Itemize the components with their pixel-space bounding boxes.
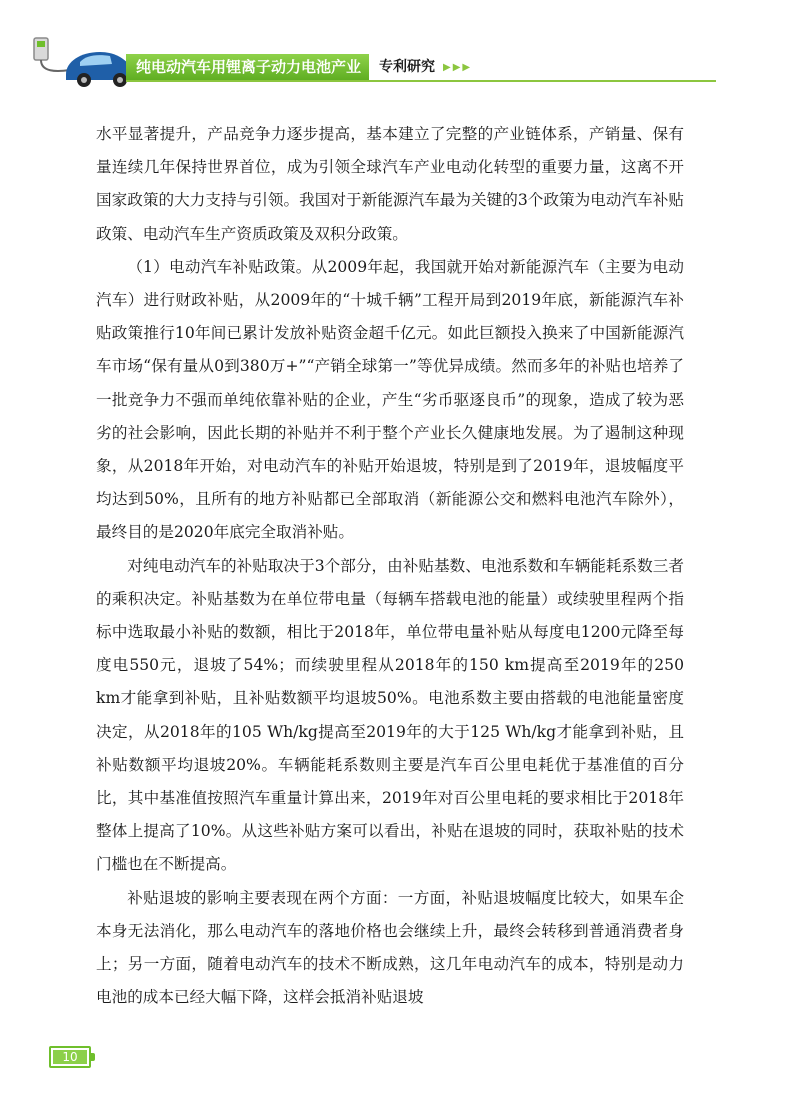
car-logo bbox=[0, 0, 130, 100]
paragraph: （1）电动汽车补贴政策。从2009年起，我国就开始对新能源汽车（主要为电动汽车）进行财政补贴，从2009年的“十城千辆”工程开局到2019年底，新能源汽车补贴政策推行10年间已累计发放补贴资金超千亿元。如此巨额投入换来了中国新能源汽车市场“保有量从0到380万+”“产销全球第一”等优异成绩。然而多年的补贴也培养了一批竞争力不强而单纯依靠补贴的企业，产生“劣币驱逐良币”的现象，造成了较为恶劣的社会影响，因此长期的补贴并不利于整个产业长久健康地发展。为了遏制这种现象，从2018年开始，对电动汽车的补贴开始退坡，特别是到了2019年，退坡幅度平均达到50%，且所有的地方补贴都已全部取消（新能源公交和燃料电池汽车除外），最终目的是2020年底完全取消补贴。 bbox=[96, 257, 684, 542]
page-number: 10 bbox=[62, 1050, 78, 1064]
header-banner bbox=[126, 54, 472, 80]
book-subtitle: 专利研究 bbox=[379, 59, 436, 75]
paragraph: 水平显著提升，产品竞争力逐步提高，基本建立了完整的产业链体系，产销量、保有量连续几年保持世界首位，成为引领全球汽车产业电动化转型的重要力量，这离不开国家政策的大力支持与引领。我国对于新能源汽车最为关键的3个政策为电动汽车补贴政策、电动汽车生产资质政策及双积分政策。 bbox=[96, 125, 684, 243]
body-text bbox=[96, 118, 684, 1014]
book-title: 纯电动汽车用锂离子动力电池产业 bbox=[126, 54, 369, 80]
header-divider bbox=[126, 80, 716, 82]
page-header bbox=[0, 0, 790, 100]
paragraph: 补贴退坡的影响主要表现在两个方面：一方面，补贴退坡幅度比较大，如果车企本身无法消化，那么电动汽车的落地价格也会继续上升，最终会转移到普通消费者身上；另一方面，随着电动汽车的技术不断成熟，这几年电动汽车的成本，特别是动力电池的成本已经大幅下降，这样会抵消补贴退坡 bbox=[96, 888, 684, 1007]
paragraph: 对纯电动汽车的补贴取决于3个部分，由补贴基数、电池系数和车辆能耗系数三者的乘积决定。补贴基数为在单位带电量（每辆车搭载电池的能量）或续驶里程两个指标中选取最小补贴的数额，相比于2018年，单位带电量补贴从每度电1200元降至每度电550元，退坡了54%；而续驶里程从2018年的150 km提高至2019年的250 km才能拿到补贴，且补贴数额平均退坡50%。电池系数主要由搭载的电池能量密度决定，从2018年的105 Wh/kg提高至2019年的大于125 Wh/kg才能拿到补贴，且补贴数额平均退坡20%。车辆能耗系数则主要是汽车百公里电耗优于基准值的百分比，其中基准值按照汽车重量计算出来，2019年对百公里电耗的要求相比于2018年整体上提高了10%。从这些补贴方案可以看出，补贴在退坡的同时，获取补贴的技术门槛也在不断提高。 bbox=[96, 556, 684, 874]
charger-icon bbox=[34, 38, 70, 71]
car-icon bbox=[66, 52, 130, 87]
battery-terminal bbox=[91, 1053, 95, 1061]
arrow-icon: ▶▶▶ bbox=[443, 61, 473, 73]
battery-icon bbox=[49, 1046, 91, 1068]
